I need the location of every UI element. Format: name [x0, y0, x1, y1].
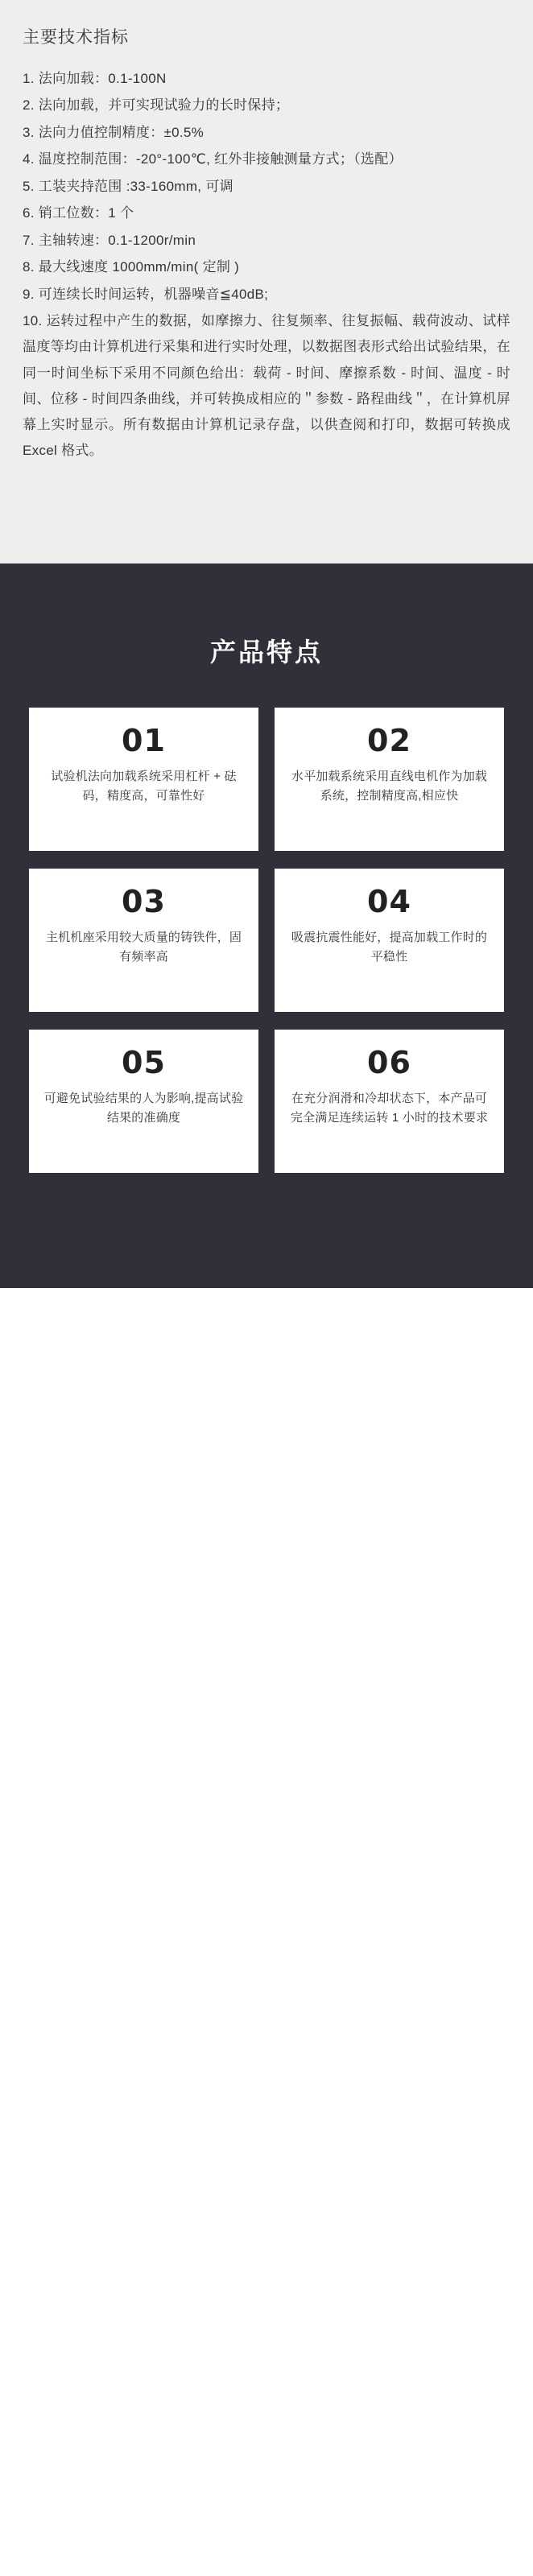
feature-description: 水平加载系统采用直线电机作为加载系统，控制精度高,相应快 [291, 769, 488, 803]
feature-number: 03 [122, 884, 166, 919]
feature-number: 01 [122, 723, 166, 758]
list-item: 2. 法向加载，并可实现试验力的长时保持； [23, 97, 290, 114]
features-grid [29, 708, 504, 1173]
feature-number: 04 [367, 884, 411, 919]
feature-number: 05 [122, 1045, 166, 1080]
feature-card [29, 1030, 258, 1173]
bottom-spacer [0, 1288, 533, 2576]
list-item: 1. 法向加载：0.1-100N [23, 71, 167, 86]
technical-specs-section [0, 0, 533, 564]
list-item: 8. 最大线速度 1000mm/min( 定制 ) [23, 259, 240, 275]
list-item: 9. 可连续长时间运转，机器噪音≦40dB; [23, 286, 269, 302]
list-item: 5. 工装夹持范围 :33-160mm, 可调 [23, 178, 233, 194]
feature-description: 主机机座采用较大质量的铸铁件，固有频率高 [45, 930, 242, 964]
list-item: 3. 法向力值控制精度：±0.5% [23, 124, 205, 140]
feature-card [275, 708, 504, 851]
list-item: 4. 温度控制范围：-20°-100℃, 红外非接触测量方式；（选配） [23, 151, 403, 167]
page-title: 主要技术指标 [23, 28, 129, 47]
feature-card [29, 869, 258, 1012]
product-features-section [0, 564, 533, 1288]
feature-card [29, 708, 258, 851]
spec-list [23, 66, 510, 464]
feature-number: 06 [367, 1045, 411, 1080]
feature-card [275, 1030, 504, 1173]
feature-description: 在充分润滑和冷却状态下，本产品可完全满足连续运转 1 小时的技术要求 [290, 1091, 489, 1125]
list-item: 6. 销工位数：1 个 [23, 205, 134, 221]
list-item: 7. 主轴转速：0.1-1200r/min [23, 232, 196, 248]
feature-number: 02 [367, 723, 411, 758]
feature-description: 吸震抗震性能好，提高加载工作时的平稳性 [291, 930, 488, 964]
feature-card [275, 869, 504, 1012]
features-title: 产品特点 [209, 638, 323, 667]
feature-description: 试验机法向加载系统采用杠杆 + 砝码，精度高，可靠性好 [51, 769, 237, 803]
feature-description: 可避免试验结果的人为影响,提高试验结果的准确度 [43, 1091, 244, 1125]
list-item: 10. 运转过程中产生的数据，如摩擦力、往复频率、往复振幅、载荷波动、试样温度等均由计算机进行采集和进行实时处理，以数据图表形式给出试验结果，在同一时间坐标下采用不同颜色给出：载荷 - 时间、摩擦系数 - 时间、温度 - 时间、位移 - 时间四条曲线，并可转换成相应的＂参数 - 路程曲线＂，在计算机屏幕上实时显示。所有数据由计算机记录存盘，以供查阅和打印，数据可转换成 Excel 格式。 [23, 312, 510, 459]
